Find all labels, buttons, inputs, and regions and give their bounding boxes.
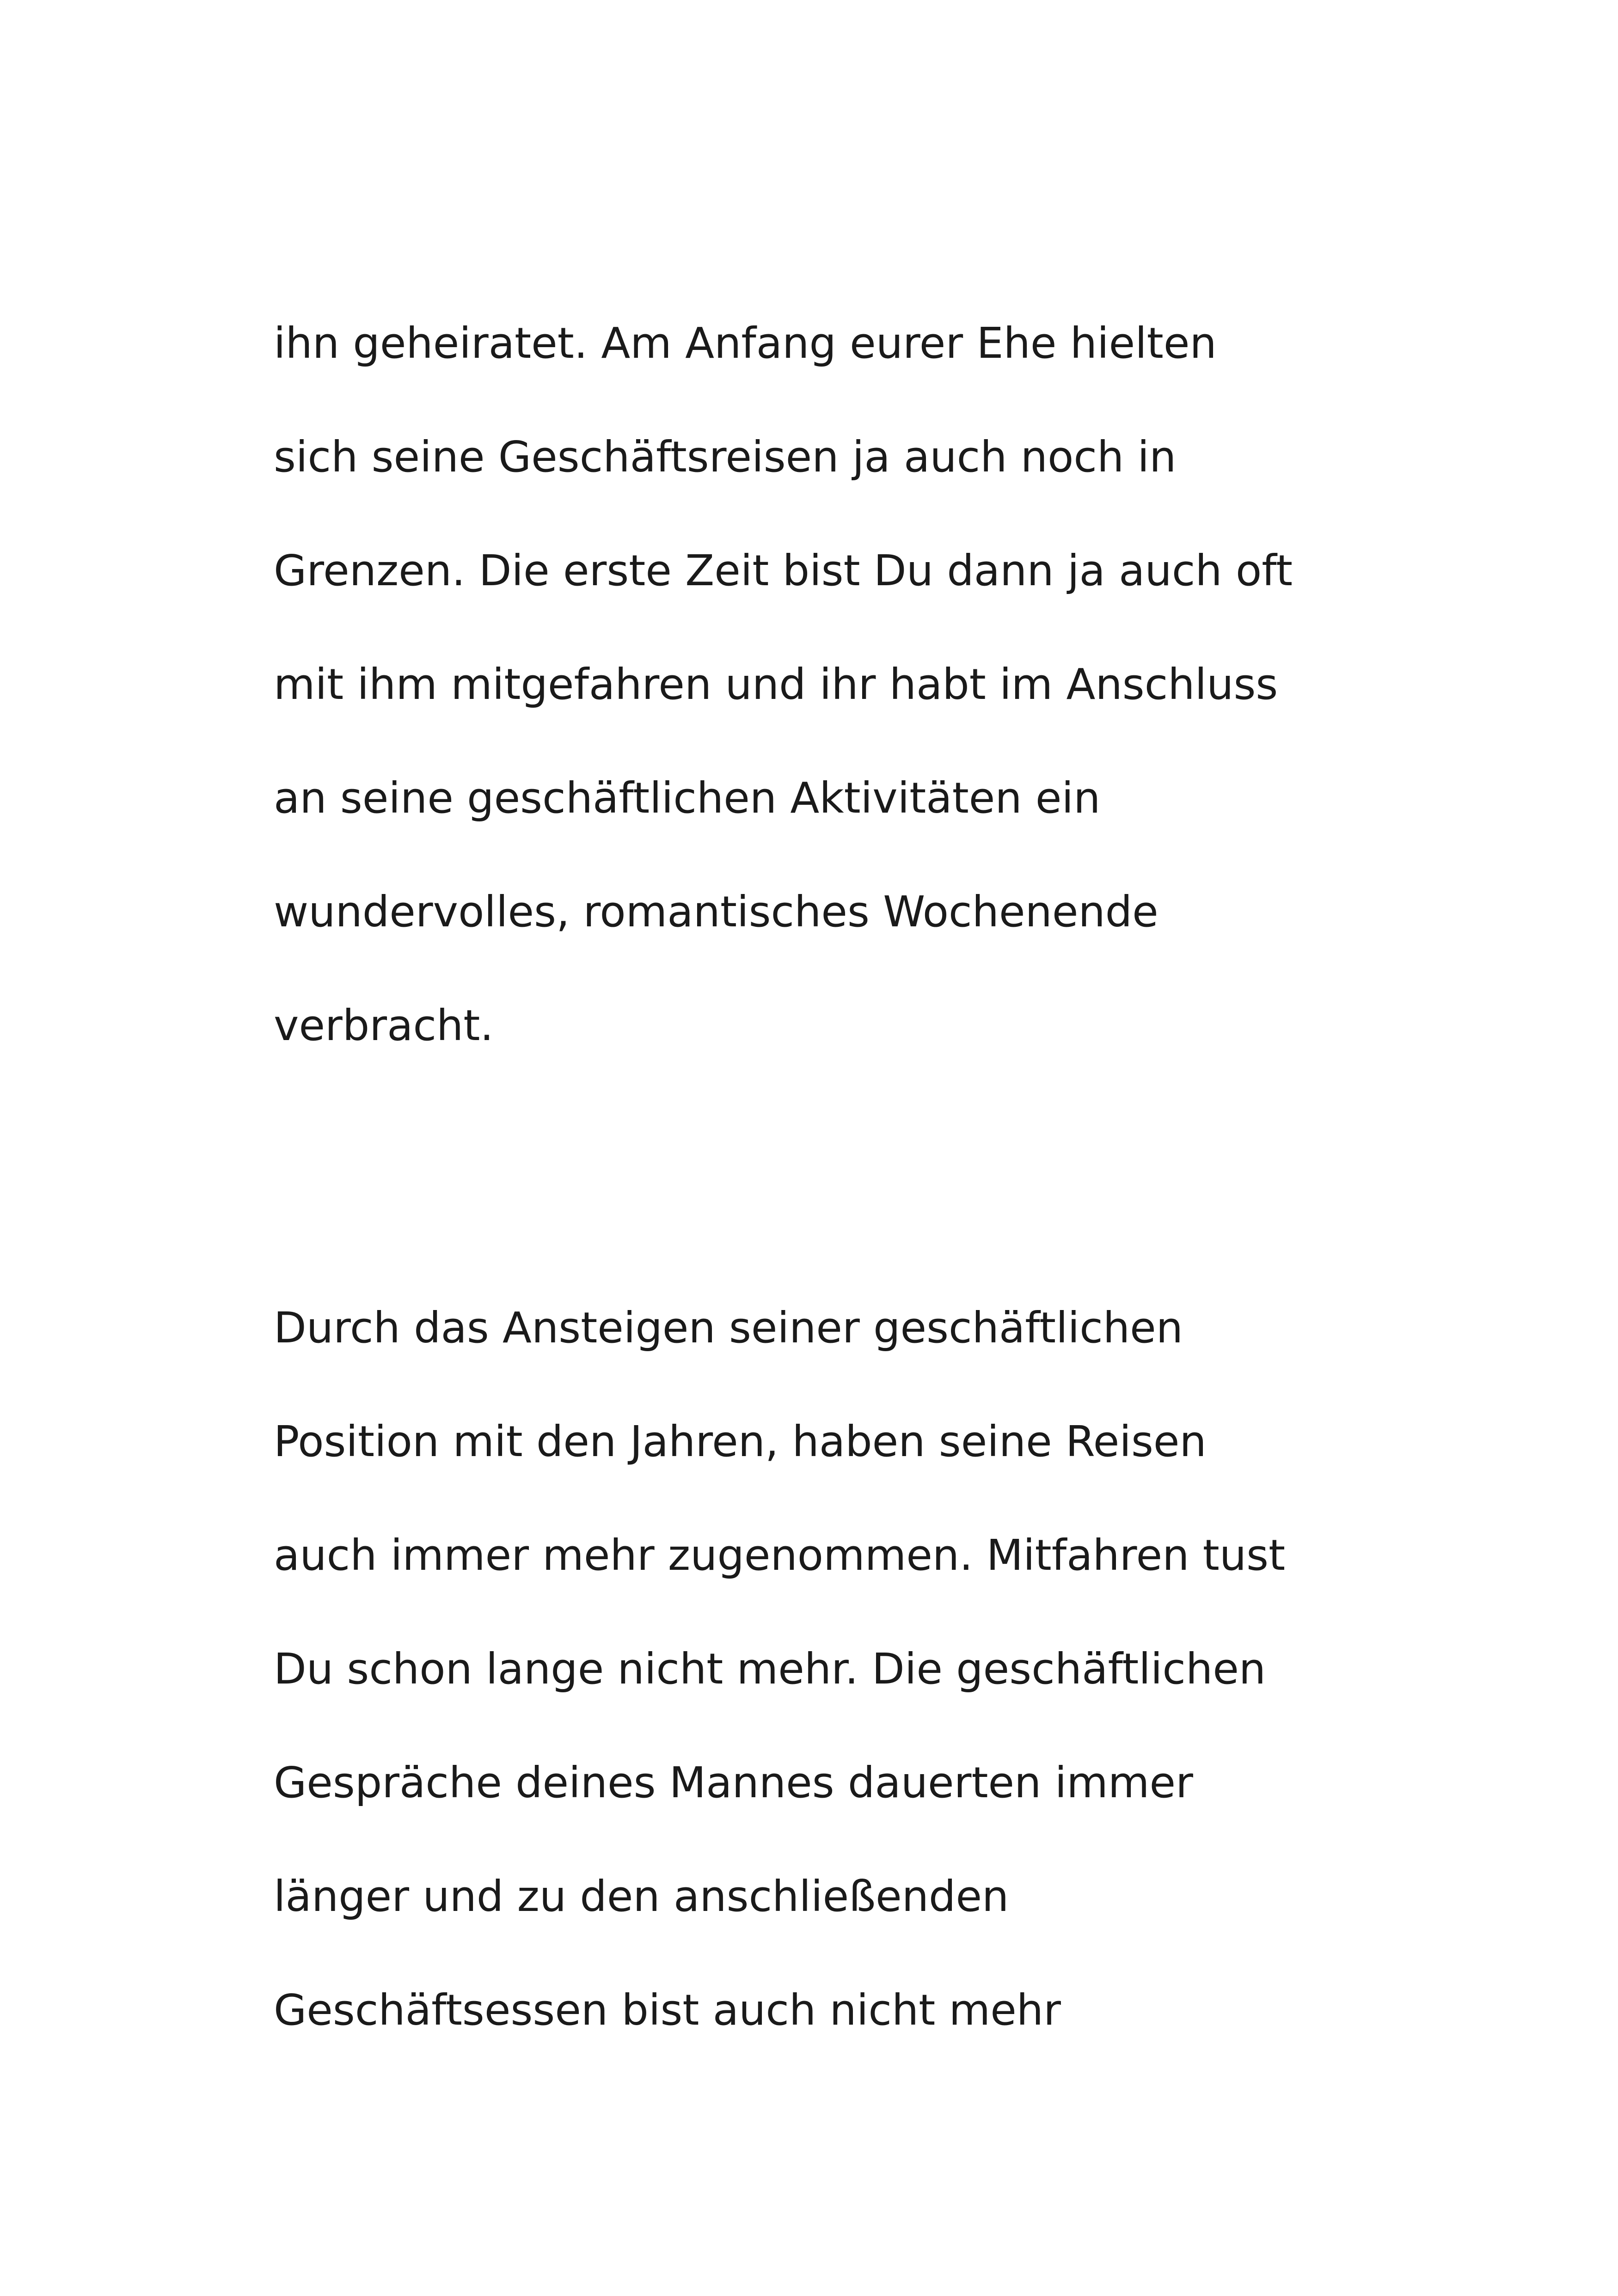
text-line: Durch das Ansteigen seiner geschäftlichen xyxy=(274,1303,1183,1353)
paragraph-2 xyxy=(274,1271,1429,2067)
text-line: an seine geschäftlichen Aktivitäten ein xyxy=(274,773,1101,823)
text-line: verbracht. xyxy=(274,1001,494,1050)
text-line: Position mit den Jahren, haben seine Reisen xyxy=(274,1417,1207,1466)
text-line: Grenzen. Die erste Zeit bist Du dann ja auch oft xyxy=(274,546,1293,595)
text-line: Geschäftsessen bist auch nicht mehr xyxy=(274,1985,1061,2035)
text-line: auch immer mehr zugenommen. Mitfahren tust xyxy=(274,1531,1286,1580)
text-line: ihn geheiratet. Am Anfang eurer Ehe hielten xyxy=(274,318,1217,368)
text-line: Gespräche deines Mannes dauerten immer xyxy=(274,1758,1193,1807)
text-line: Du schon lange nicht mehr. Die geschäftlichen xyxy=(274,1644,1266,1694)
paragraph-1 xyxy=(274,287,1429,1083)
text-line: länger und zu den anschließenden xyxy=(274,1872,1009,1921)
text-line: wundervolles, romantisches Wochenende xyxy=(274,887,1158,937)
text-line: sich seine Geschäftsreisen ja auch noch in xyxy=(274,432,1177,482)
text-line: mit ihm mitgefahren und ihr habt im Anschluss xyxy=(274,660,1278,709)
